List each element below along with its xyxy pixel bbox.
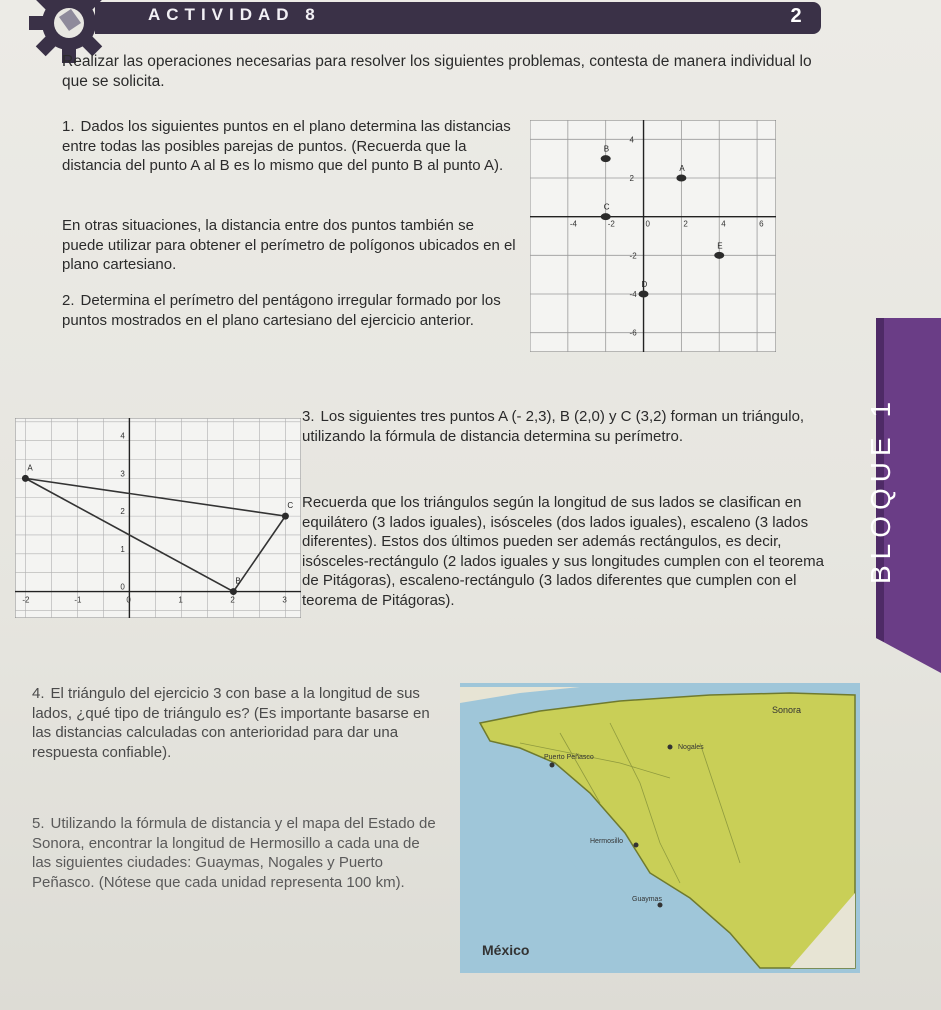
question-5 (32, 814, 442, 892)
bloque-label: BLOQUE 1 (865, 395, 896, 585)
x-tick-label: -2 (607, 219, 615, 229)
point-A (22, 475, 29, 482)
x-tick-label: 3 (282, 595, 287, 605)
x-tick-label: -1 (74, 595, 82, 605)
point-label-C: C (603, 202, 610, 212)
question-number: 3. (302, 408, 315, 425)
city-label-puerto-penasco: Puerto Peñasco (544, 754, 594, 761)
point-label-C: C (287, 501, 294, 511)
point-label-A: A (679, 164, 685, 173)
question-number: 2. (62, 292, 75, 309)
point-label-E: E (717, 241, 723, 251)
x-tick-label: 2 (230, 595, 235, 605)
city-label-guaymas: Guaymas (632, 896, 662, 903)
point-C (282, 513, 289, 520)
x-tick-label: 0 (126, 595, 131, 605)
point-label-B: B (603, 144, 610, 154)
x-tick-label: 6 (759, 219, 764, 229)
y-tick-label: 1 (120, 544, 125, 554)
city-marker (550, 763, 555, 768)
y-tick-label: -6 (629, 328, 637, 338)
point-A (676, 175, 686, 182)
x-tick-label: -2 (22, 595, 30, 605)
x-tick-label: 0 (645, 219, 650, 229)
page-title: ACTIVIDAD 8 (148, 5, 321, 24)
cartesian-plane-1 (530, 120, 776, 352)
cartesian-plane-2 (15, 418, 301, 618)
question-number: 1. (62, 118, 75, 135)
state-label: Sonora (772, 705, 802, 715)
country-label: México (482, 942, 530, 958)
y-tick-label: 3 (120, 469, 125, 479)
y-tick-label: -4 (629, 290, 637, 299)
question-2-text: Determina el perímetro del pentágono irregular formado por los puntos mostrados en el plano cartesiano del ejercicio anterior. (62, 292, 501, 329)
x-tick-label: 1 (178, 595, 183, 605)
point-B (230, 588, 237, 595)
x-tick-label: 2 (683, 219, 688, 229)
y-tick-label: 2 (120, 507, 125, 517)
point-label-A: A (27, 463, 33, 473)
y-tick-label: -2 (629, 251, 637, 261)
question-3-note: Recuerda que los triángulos según la longitud de sus lados se clasifican en equilátero (3 lados iguales), isósceles (dos lados iguales), escaleno (3 lados diferentes). Estos dos últimos pueden ser además rectángulos, es decir, isósceles-rectángulo (2 lados iguales y sus longitudes cumplen con el teorema de Pitágoras), escaleno-rectángulo (3 lados diferentes que cumplen con el teorema de Pitágoras). (302, 494, 824, 609)
city-marker (658, 903, 663, 908)
question-1-text: Dados los siguientes puntos en el plano determina las distancias entre todas las posibles parejas de puntos. (Recuerda que la distancia del punto A al B es lo mismo que del punto B al punto A). (62, 118, 511, 174)
y-tick-label: 2 (629, 174, 634, 183)
page-number-badge: 2 (790, 5, 802, 27)
point-E (714, 252, 724, 259)
y-tick-label: 4 (120, 431, 125, 441)
city-marker (668, 745, 673, 750)
city-marker (634, 843, 639, 848)
point-B (601, 155, 611, 162)
x-tick-label: -4 (569, 219, 577, 229)
instructions: Realizar las operaciones necesarias para resolver los siguientes problemas, contesta de manera individual lo que se solicita. (62, 53, 812, 90)
y-tick-label: 0 (120, 582, 125, 592)
y-tick-label: 4 (629, 135, 634, 145)
question-5-text: Utilizando la fórmula de distancia y el mapa del Estado de Sonora, encontrar la longitud de Hermosillo a cada una de las siguientes ciudades: Guaymas, Nogales y Puerto Peñasco. (Nótese que cada unidad representa 100 km). (32, 815, 436, 891)
question-2 (62, 291, 517, 330)
question-1 (62, 117, 517, 176)
sonora-map (460, 683, 860, 973)
question-1-note: En otras situaciones, la distancia entre dos puntos también se puede utilizar para obtener el perímetro de polígonos ubicados en el plano cartesiano. (62, 217, 516, 273)
point-C (601, 213, 611, 220)
question-4-text: El triángulo del ejercicio 3 con base a la longitud de sus lados, ¿qué tipo de triángulo es? (Es importante basarse en las distancias calculadas con anterioridad para dar una respuesta confiable). (32, 685, 430, 761)
x-tick-label: 4 (721, 219, 726, 229)
point-label-D: D (641, 280, 648, 289)
question-3 (302, 407, 832, 446)
city-label-hermosillo: Hermosillo (590, 838, 624, 845)
point-D (639, 291, 649, 298)
city-label-nogales: Nogales (678, 744, 704, 751)
question-4 (32, 684, 442, 762)
point-label-B: B (235, 576, 241, 586)
question-3-text: Los siguientes tres puntos A (- 2,3), B (2,0) y C (3,2) forman un triángulo, utilizando la fórmula de distancia determina su perímetro. (302, 408, 805, 445)
question-number: 5. (32, 815, 45, 832)
question-number: 4. (32, 685, 45, 702)
